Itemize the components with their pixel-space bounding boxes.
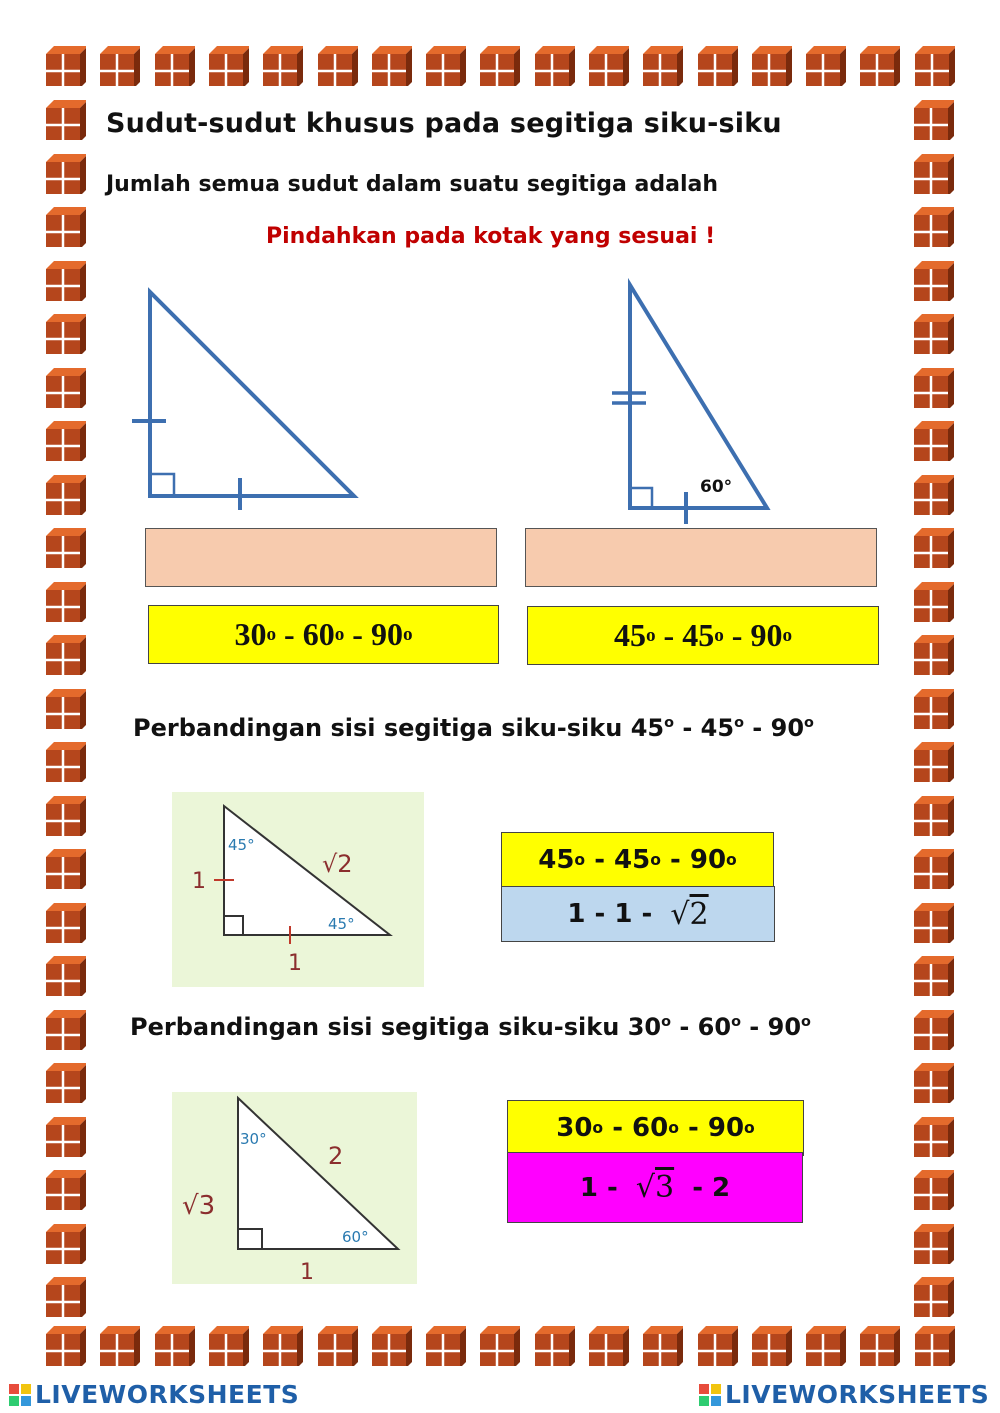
brick-icon [914,1224,954,1264]
brick-icon [46,903,86,943]
brick-icon [914,207,954,247]
footer-brand-left [8,1380,299,1409]
brick-icon [914,421,954,461]
liveworksheets-logo-icon [698,1383,722,1407]
chip-angle-1: 45 [613,617,646,653]
page-title: Sudut-sudut khusus pada segitiga siku-siku [106,108,782,139]
section-heading-45: Perbandingan sisi segitiga siku-siku 45$^o$ - 45$^o$ - 90$^o$ [133,714,814,742]
heading-angle-1: 45 [630,714,665,742]
brick-icon [318,46,358,86]
brick-icon [100,46,140,86]
heading-angle-2: 60 [697,1013,732,1041]
brick-icon [698,1326,738,1366]
brick-icon [480,1326,520,1366]
brick-icon [752,46,792,86]
brick-icon [426,1326,466,1366]
chip-angle-1: 30 [234,616,267,652]
brick-icon [589,1326,629,1366]
leg-bottom-label: 1 [300,1260,314,1284]
brand-text: LIVEWORKSHEETS [725,1380,990,1409]
brick-icon [752,1326,792,1366]
leg-left-label: 1 [192,869,206,894]
isosceles-right-triangle-figure [120,280,380,520]
ratio-head-45: 45 o - 45 o - 90 o [501,832,774,888]
brick-icon [589,46,629,86]
triangle-outline [150,292,354,496]
brick-icon [860,1326,900,1366]
brick-icon [915,46,955,86]
ratio-angle-3: 90 [689,845,727,875]
brick-icon [914,314,954,354]
brick-icon [209,46,249,86]
brick-icon [372,46,412,86]
brick-icon [914,1063,954,1103]
brick-icon [155,1326,195,1366]
ratio-angle-1: 30 [556,1113,593,1143]
brick-icon [46,849,86,889]
brick-icon [643,46,683,86]
brick-icon [914,528,954,568]
ratio-angle-2: 45 [614,845,651,875]
brick-icon [806,1326,846,1366]
heading-angle-1: 30 [627,1013,662,1041]
drop-box-right[interactable] [525,528,877,587]
figure-30-panel [172,1092,417,1284]
brick-icon [914,368,954,408]
chip-angle-2: 60 [302,616,335,652]
brick-icon [46,1224,86,1264]
brick-icon [46,742,86,782]
brick-icon [46,582,86,622]
figure-45-triangle [172,792,424,987]
ratio-angle-1: 45 [538,845,575,875]
brick-icon [914,742,954,782]
answer-chip-30-60-90[interactable]: 30 o - 60 o - 90 o [148,605,499,664]
brick-icon [914,582,954,622]
triangle-outline [224,806,390,935]
footer-brand-right [698,1380,989,1409]
leg-bottom-label: 1 [288,951,302,976]
brick-icon [46,528,86,568]
brick-icon [698,46,738,86]
brick-icon [46,100,86,140]
brick-icon [263,46,303,86]
brick-icon [914,154,954,194]
brick-icon [643,1326,683,1366]
brick-icon [46,261,86,301]
brick-icon [914,261,954,301]
brick-icon [914,1170,954,1210]
right-angle-mark [630,488,652,508]
figure-30-triangle [172,1092,417,1284]
brick-icon [46,46,86,86]
brick-icon [46,1117,86,1157]
brick-icon [914,1117,954,1157]
brick-icon [209,1326,249,1366]
brick-icon [46,475,86,515]
brick-icon [46,796,86,836]
angle-label-60: 60° [700,477,733,497]
angle-label-top: 45° [228,836,255,854]
brick-icon [426,46,466,86]
brick-icon [914,903,954,943]
brick-icon [914,1010,954,1050]
ratio-sqrt: √2 [670,896,709,932]
figure-45-panel [172,792,424,987]
heading-angle-2: 45 [700,714,735,742]
brick-icon [535,46,575,86]
brick-icon [46,1277,86,1317]
leg-left-label: √3 [182,1191,216,1221]
leg-left-radicand: 3 [198,1191,216,1221]
ratio-angle-2: 60 [632,1113,669,1143]
brick-icon [46,1010,86,1050]
heading-angle-3: 90 [767,1013,802,1041]
brick-icon [46,1063,86,1103]
chip-angle-3: 90 [370,616,403,652]
brick-icon [372,1326,412,1366]
angle-label-top: 30° [240,1130,267,1148]
brick-icon [46,368,86,408]
ratio-body-45 [501,886,775,942]
right-angle-mark [150,474,174,496]
brick-icon [46,207,86,247]
angle-label-bottom: 45° [328,915,355,933]
instruction-text: Pindahkan pada kotak yang sesuai ! [266,224,716,249]
ratio-left-text: 1 - [579,1172,618,1203]
subtitle: Jumlah semua sudut dalam suatu segitiga adalah [106,172,719,197]
brick-icon [806,46,846,86]
ratio-left-text: 1 - 1 - [567,899,653,929]
ratio-sqrt: √3 [635,1170,675,1205]
brick-icon [46,154,86,194]
brick-icon [914,796,954,836]
brick-icon [480,46,520,86]
hyp-label: 2 [328,1142,344,1170]
ratio-angle-3: 90 [707,1113,745,1143]
heading-angle-3: 90 [770,714,805,742]
heading-prefix: Perbandingan sisi segitiga siku-siku [133,714,623,742]
brick-icon [46,1170,86,1210]
brick-icon [914,100,954,140]
brick-icon [263,1326,303,1366]
triangle-outline [630,285,767,508]
brand-text: LIVEWORKSHEETS [35,1380,300,1409]
brick-icon [914,956,954,996]
ratio-right-text: - 2 [692,1172,731,1203]
brick-icon [914,475,954,515]
answer-chip-45-45-90[interactable]: 45 o - 45 o - 90 o [527,606,879,665]
ratio-sqrt-radicand: 2 [689,896,709,932]
brick-icon [915,1326,955,1366]
brick-icon [46,689,86,729]
ratio-body-30 [507,1152,803,1223]
brick-icon [46,314,86,354]
section-heading-30: Perbandingan sisi segitiga siku-siku 30$^o$ - 60$^o$ - 90$^o$ [130,1013,811,1041]
chip-angle-2: 45 [682,617,715,653]
ratio-sqrt-radicand: 3 [655,1170,675,1205]
brick-icon [914,849,954,889]
liveworksheets-logo-icon [8,1383,32,1407]
hyp-label: √2 [322,850,353,878]
thirty-sixty-triangle-figure [600,275,790,525]
chip-angle-3: 90 [750,617,783,653]
brick-icon [46,635,86,675]
brick-icon [46,421,86,461]
brick-icon [318,1326,358,1366]
brick-icon [155,46,195,86]
angle-label-bottom: 60° [342,1228,369,1246]
drop-box-left[interactable] [145,528,497,587]
brick-icon [914,1277,954,1317]
brick-icon [860,46,900,86]
brick-icon [914,635,954,675]
brick-icon [100,1326,140,1366]
brick-icon [46,1326,86,1366]
brick-icon [46,956,86,996]
brick-icon [914,689,954,729]
triangle-outline [238,1098,398,1249]
hyp-radicand: 2 [337,850,353,878]
ratio-head-30: 30 o - 60 o - 90 o [507,1100,804,1156]
brick-icon [535,1326,575,1366]
heading-prefix: Perbandingan sisi segitiga siku-siku [130,1013,620,1041]
